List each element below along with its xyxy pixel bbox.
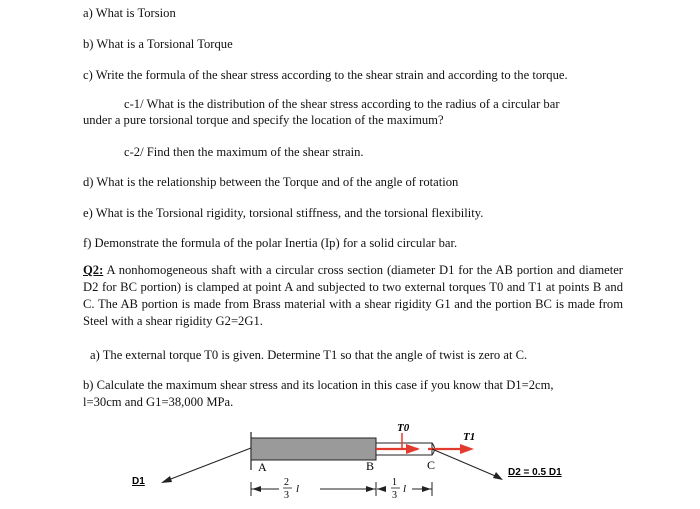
- q2-part-a: a) The external torque T0 is given. Determine T1 so that the angle of twist is zero at C.: [90, 348, 528, 362]
- d2-leader-arrow: [493, 472, 503, 480]
- dim1-numerator: 2: [284, 477, 289, 488]
- q2-text: A nonhomogeneous shaft with a circular cross section (diameter D1 for the AB portion and diameter D2 for BC portion) is clamped at point A and subjected to two external torques T0 and T1 at points B and C. The AB portion is made from Brass material with a shear rigidity G1 and the portion BC is made from Steel with a shear rigidity G2=2G1.: [83, 263, 623, 328]
- d1-leader-arrow: [161, 476, 172, 483]
- question-c1-line2: under a pure torsional torque and specify the location of the maximum?: [83, 113, 444, 127]
- dim2-right-arrow: [422, 486, 431, 492]
- dim1-right-arrow: [366, 486, 375, 492]
- label-b: B: [366, 459, 375, 473]
- question-b: b) What is a Torsional Torque: [83, 37, 233, 51]
- question-c: c) Write the formula of the shear stress according to the shear strain and according to the torque.: [83, 68, 568, 82]
- torque-t1-arrowhead: [460, 444, 474, 454]
- label-t0: T0: [397, 422, 410, 434]
- shaft-segment-ab: [251, 438, 376, 460]
- dim1-variable: l: [296, 483, 300, 495]
- question-d: d) What is the relationship between the Torque and of the angle of rotation: [83, 175, 459, 189]
- dim2-variable: l: [403, 483, 407, 495]
- dim1-denominator: 3: [284, 490, 289, 501]
- question-e: e) What is the Torsional rigidity, torsional stiffness, and the torsional flexibility.: [83, 206, 484, 220]
- question-c2: c-2/ Find then the maximum of the shear strain.: [124, 145, 364, 159]
- question-c1-line1: c-1/ What is the distribution of the shear stress according to the radius of a circular bar: [124, 97, 560, 111]
- label-d2: D2 = 0.5 D1: [508, 467, 562, 478]
- q2-part-b-line1: b) Calculate the maximum shear stress and its location in this case if you know that D1=2cm,: [83, 378, 554, 392]
- dim2-numerator: 1: [392, 477, 397, 488]
- question-a: a) What is Torsion: [83, 6, 176, 20]
- question-f: f) Demonstrate the formula of the polar Inertia (Ip) for a solid circular bar.: [83, 236, 458, 250]
- dim1-left-arrow: [252, 486, 261, 492]
- dim2-left-arrow: [377, 486, 386, 492]
- q2-label: Q2:: [83, 263, 104, 277]
- label-c: C: [427, 458, 436, 472]
- label-a: A: [258, 460, 267, 474]
- label-d1: D1: [132, 476, 145, 487]
- dim2-denominator: 3: [392, 490, 397, 501]
- q2-part-b-line2: l=30cm and G1=38,000 MPa.: [83, 395, 234, 409]
- label-t1: T1: [463, 431, 476, 443]
- d1-leader-line: [163, 448, 251, 482]
- d2-leader-line: [432, 449, 500, 478]
